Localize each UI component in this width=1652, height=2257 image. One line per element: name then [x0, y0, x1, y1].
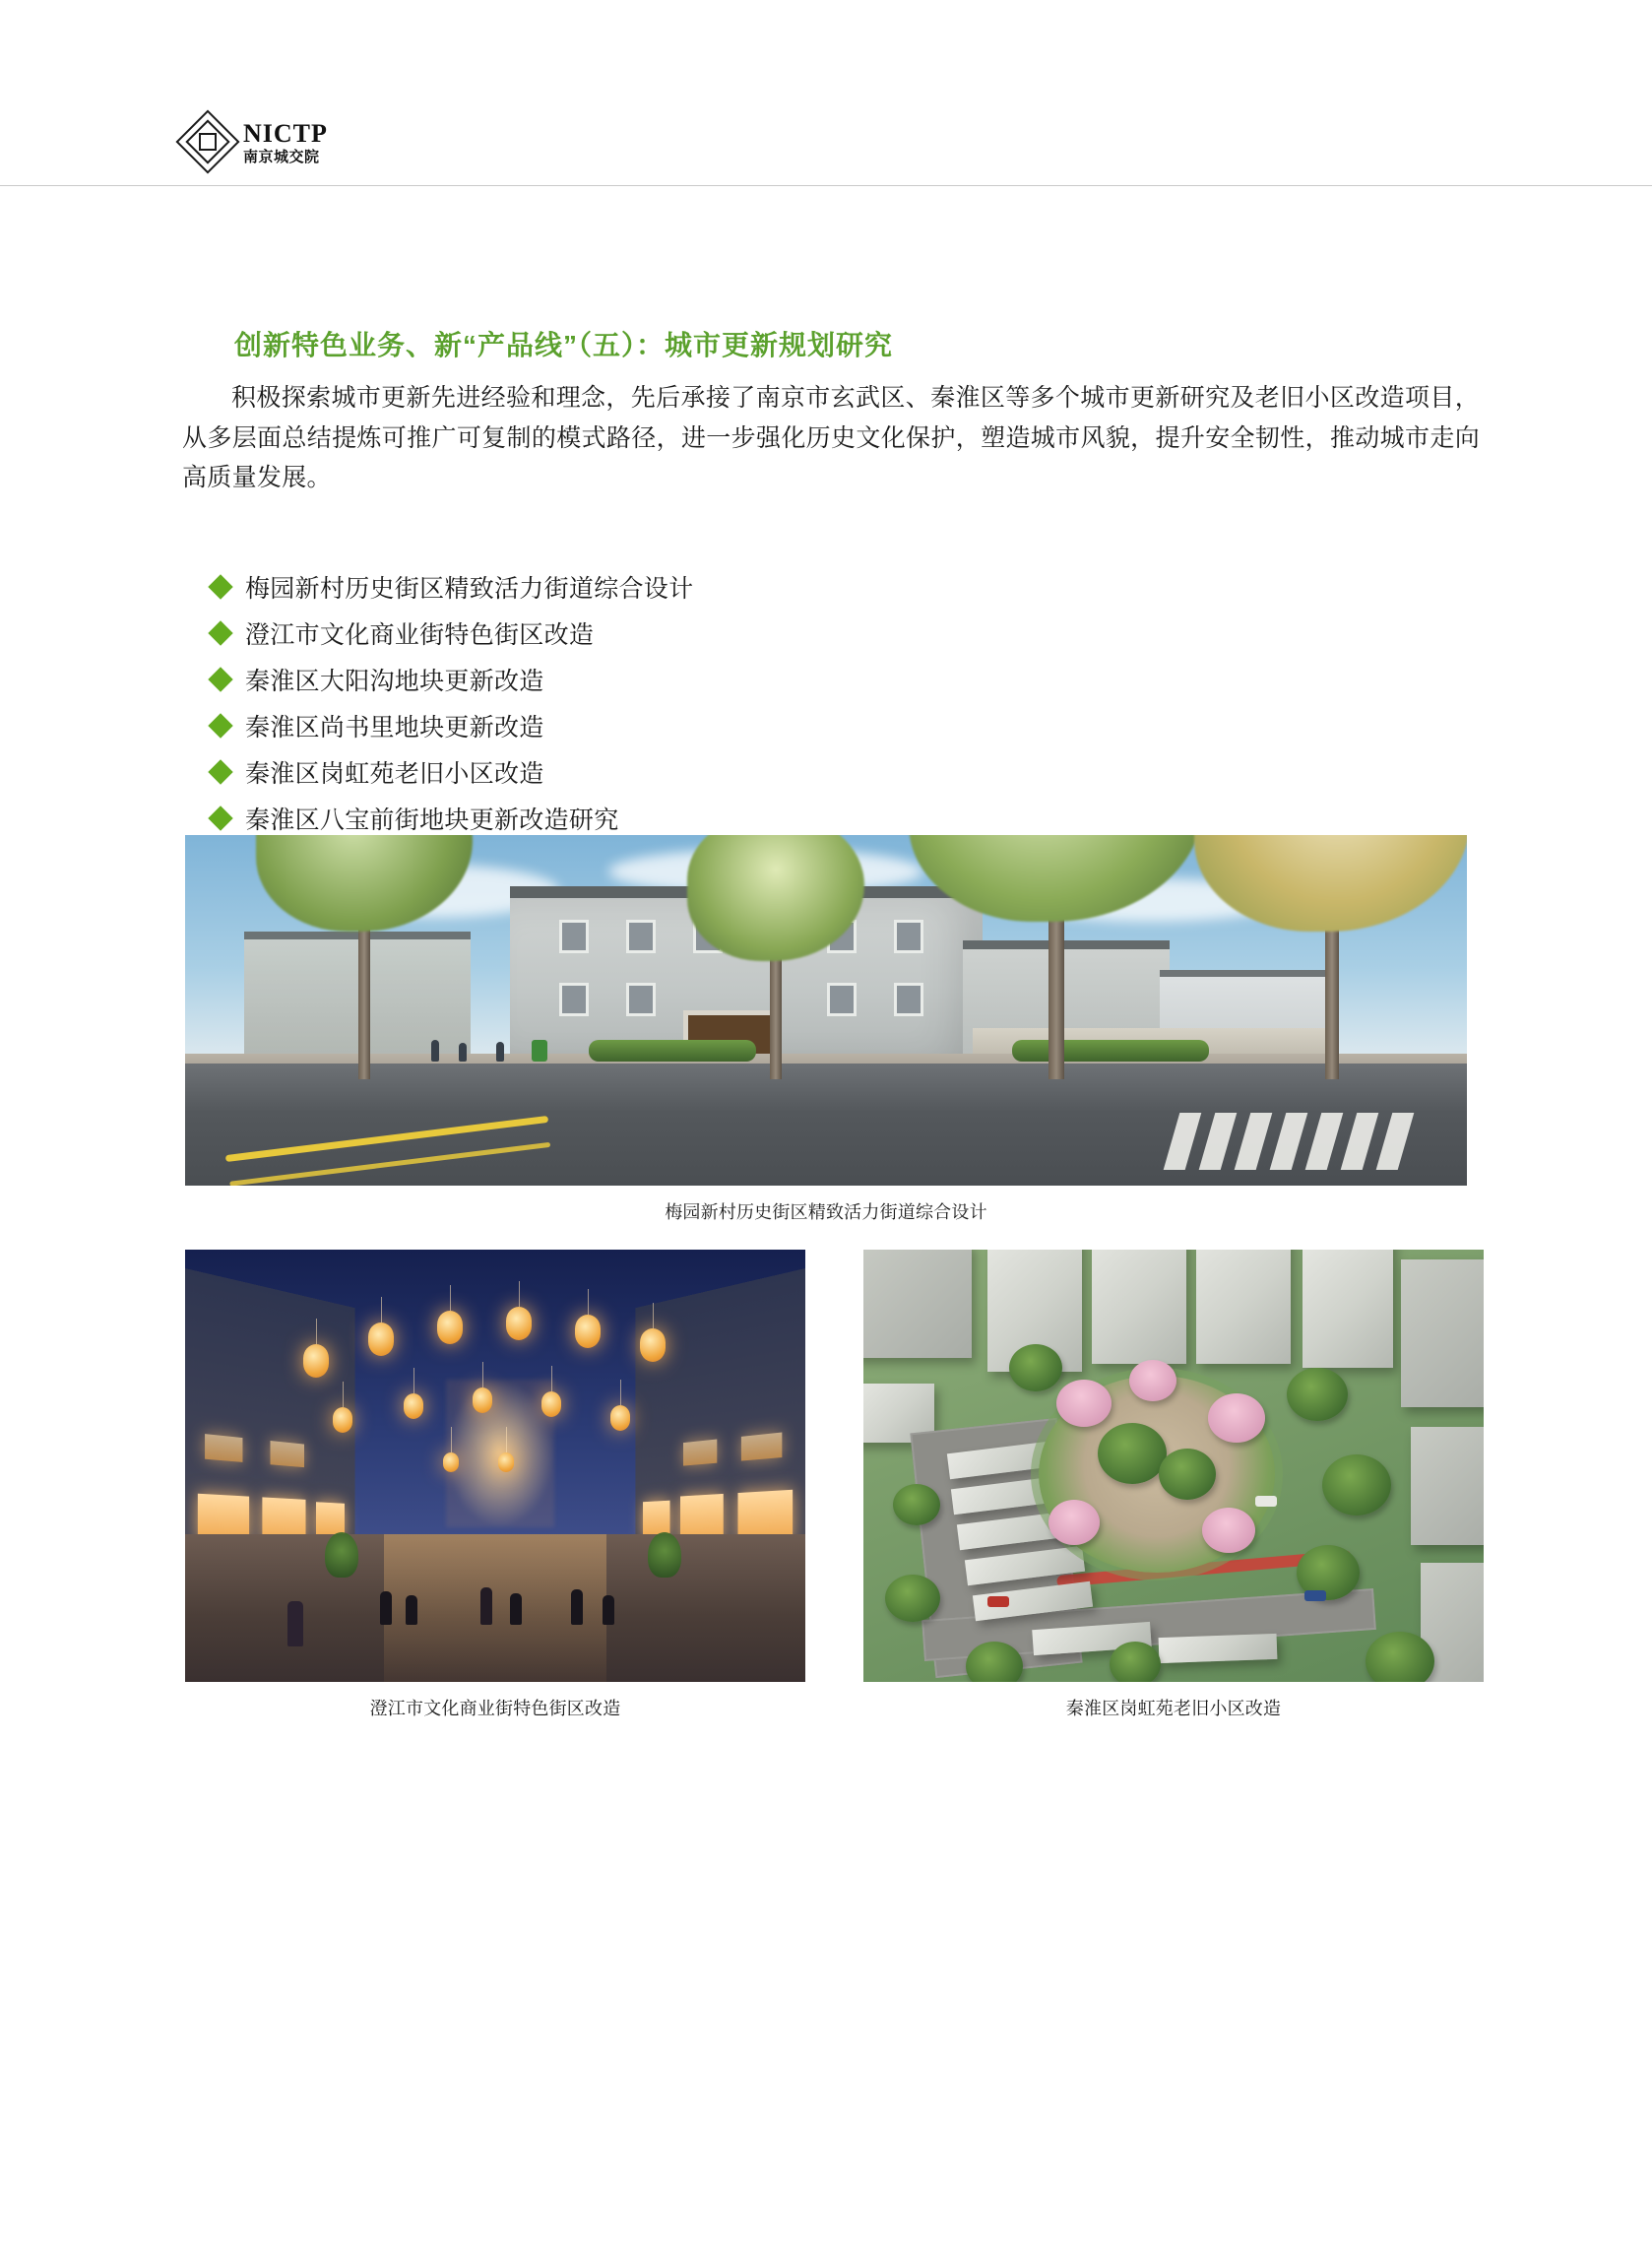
list-item	[212, 702, 1393, 748]
page-header	[0, 0, 1652, 187]
logo-text-en: NICTP	[243, 119, 328, 149]
figure-left-caption: 澄江市文化商业街特色街区改造	[369, 1699, 621, 1718]
figure-left-image	[185, 1250, 805, 1682]
figure-left	[185, 1250, 805, 1720]
list-item	[212, 795, 1393, 841]
figure-main-image	[185, 835, 1467, 1186]
list-item-label: 秦淮区岗虹苑老旧小区改造	[245, 759, 544, 788]
section-title: 创新特色业务、新“产品线”（五）：城市更新规划研究	[234, 330, 894, 360]
organization-logo	[182, 116, 328, 169]
list-item	[212, 610, 1393, 656]
list-item	[212, 748, 1393, 795]
figure-main	[185, 835, 1467, 1222]
diamond-bullet-icon	[208, 574, 232, 599]
list-item	[212, 656, 1393, 702]
header-divider	[0, 185, 1652, 186]
nested-diamond-logo-icon	[182, 116, 235, 169]
list-item-label: 秦淮区尚书里地块更新改造	[245, 713, 544, 742]
list-item-label: 秦淮区八宝前街地块更新改造研究	[245, 806, 619, 834]
logo-text-cn: 南京城交院	[243, 148, 320, 165]
diamond-bullet-icon	[208, 806, 232, 830]
diamond-bullet-icon	[208, 759, 232, 784]
figure-right-caption: 秦淮区岗虹苑老旧小区改造	[1065, 1699, 1282, 1718]
figure-main-caption: 梅园新村历史街区精致活力街道综合设计	[665, 1202, 987, 1222]
figure-right-image	[863, 1250, 1484, 1682]
list-item-label: 澄江市文化商业街特色街区改造	[245, 620, 595, 649]
diamond-bullet-icon	[208, 667, 232, 691]
list-item-label: 秦淮区大阳沟地块更新改造	[245, 667, 544, 695]
section-paragraph: 积极探索城市更新先进经验和理念，先后承接了南京市玄武区、秦淮区等多个城市更新研究及老旧小区改造项目，从多层面总结提炼可推广可复制的模式路径，进一步强化历史文化保护，塑造城市风貌，提升安全韧性，推动城市走向高质量发展。	[182, 384, 1480, 491]
diamond-bullet-icon	[208, 713, 232, 738]
figure-right	[863, 1250, 1484, 1720]
list-item	[212, 563, 1393, 610]
logo-text	[243, 120, 328, 164]
list-item-label: 梅园新村历史街区精致活力街道综合设计	[245, 574, 694, 603]
diamond-bullet-icon	[208, 620, 232, 645]
